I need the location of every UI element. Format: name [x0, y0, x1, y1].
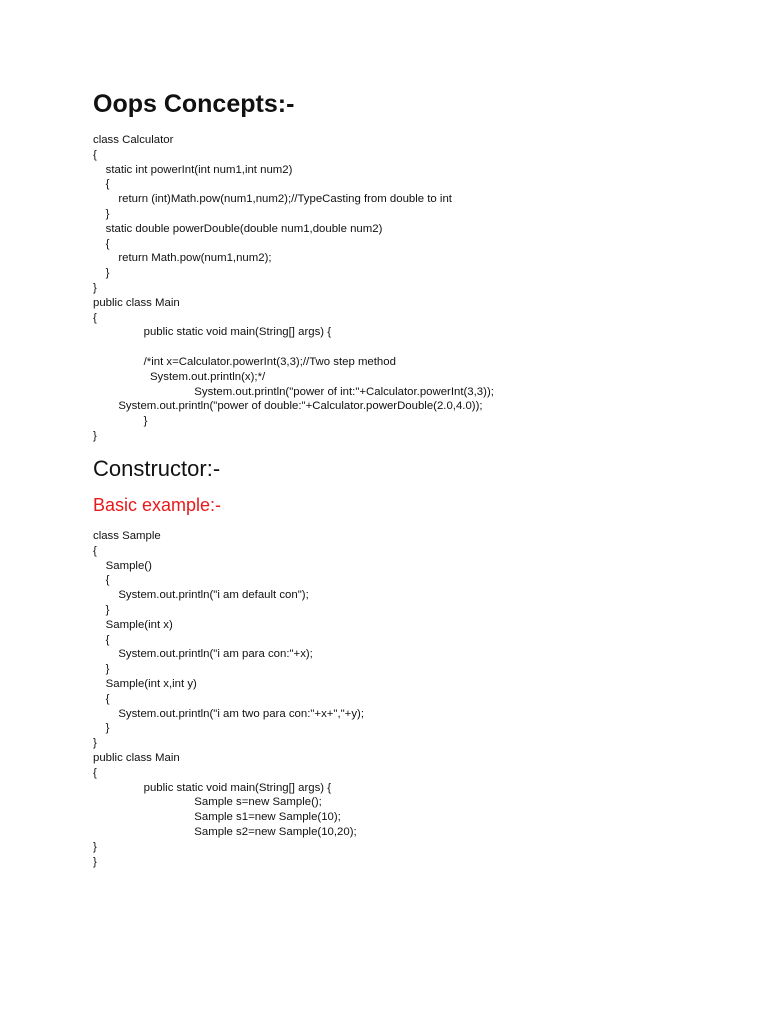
code-line: { — [93, 237, 110, 250]
code-line: { — [93, 544, 97, 557]
code-line: return (int)Math.pow(num1,num2);//TypeCasting from double to int — [93, 193, 452, 206]
code-block-sample — [93, 529, 364, 869]
code-line — [93, 340, 494, 355]
code-line: Sample(int x,int y) — [93, 677, 197, 690]
code-line: System.out.println("i am default con"); — [93, 589, 309, 602]
code-line: /*int x=Calculator.powerInt(3,3);//Two step method — [93, 355, 396, 368]
code-line: public static void main(String[] args) { — [93, 326, 332, 339]
code-line: } — [93, 267, 110, 280]
code-line: System.out.println("power of int:"+Calculator.powerInt(3,3)); — [93, 385, 494, 398]
code-line: return Math.pow(num1,num2); — [93, 252, 272, 265]
code-line: } — [93, 840, 97, 853]
code-line: Sample s2=new Sample(10,20); — [93, 825, 357, 838]
code-line: } — [93, 207, 110, 220]
code-line: } — [93, 415, 148, 428]
code-line: { — [93, 148, 97, 161]
code-line: { — [93, 633, 110, 646]
heading-constructor: Constructor:- — [93, 456, 221, 481]
code-line: public static void main(String[] args) { — [93, 781, 332, 794]
code-line: Sample s1=new Sample(10); — [93, 811, 341, 824]
code-line: } — [93, 429, 97, 442]
code-line: public class Main — [93, 751, 180, 764]
code-line: Sample() — [93, 559, 152, 572]
code-line: } — [93, 722, 110, 735]
code-line: System.out.println(x);*/ — [93, 370, 266, 383]
code-line: class Calculator — [93, 134, 174, 146]
code-line: } — [93, 603, 110, 616]
code-line: Sample(int x) — [93, 618, 173, 631]
code-line: static double powerDouble(double num1,double num2) — [93, 222, 383, 235]
code-line: { — [93, 574, 110, 587]
code-line: System.out.println("i am two para con:"+x+","+y); — [93, 707, 364, 720]
code-line: } — [93, 663, 110, 676]
heading-oops-concepts: Oops Concepts:- — [93, 90, 295, 118]
code-line: static int powerInt(int num1,int num2) — [93, 163, 293, 176]
heading-basic-example: Basic example:- — [93, 495, 222, 515]
code-line: public class Main — [93, 296, 180, 309]
code-line: { — [93, 766, 97, 779]
code-line: class Sample — [93, 530, 161, 542]
code-line: } — [93, 737, 97, 750]
code-line: Sample s=new Sample(); — [93, 796, 322, 809]
code-line: System.out.println("i am para con:"+x); — [93, 648, 313, 661]
code-line: System.out.println("power of double:"+Calculator.powerDouble(2.0,4.0)); — [93, 400, 483, 413]
code-line: { — [93, 178, 110, 191]
code-line: } — [93, 281, 97, 294]
code-line: { — [93, 311, 97, 324]
code-line: } — [93, 855, 97, 868]
code-block-calculator — [93, 133, 494, 444]
code-line: { — [93, 692, 110, 705]
